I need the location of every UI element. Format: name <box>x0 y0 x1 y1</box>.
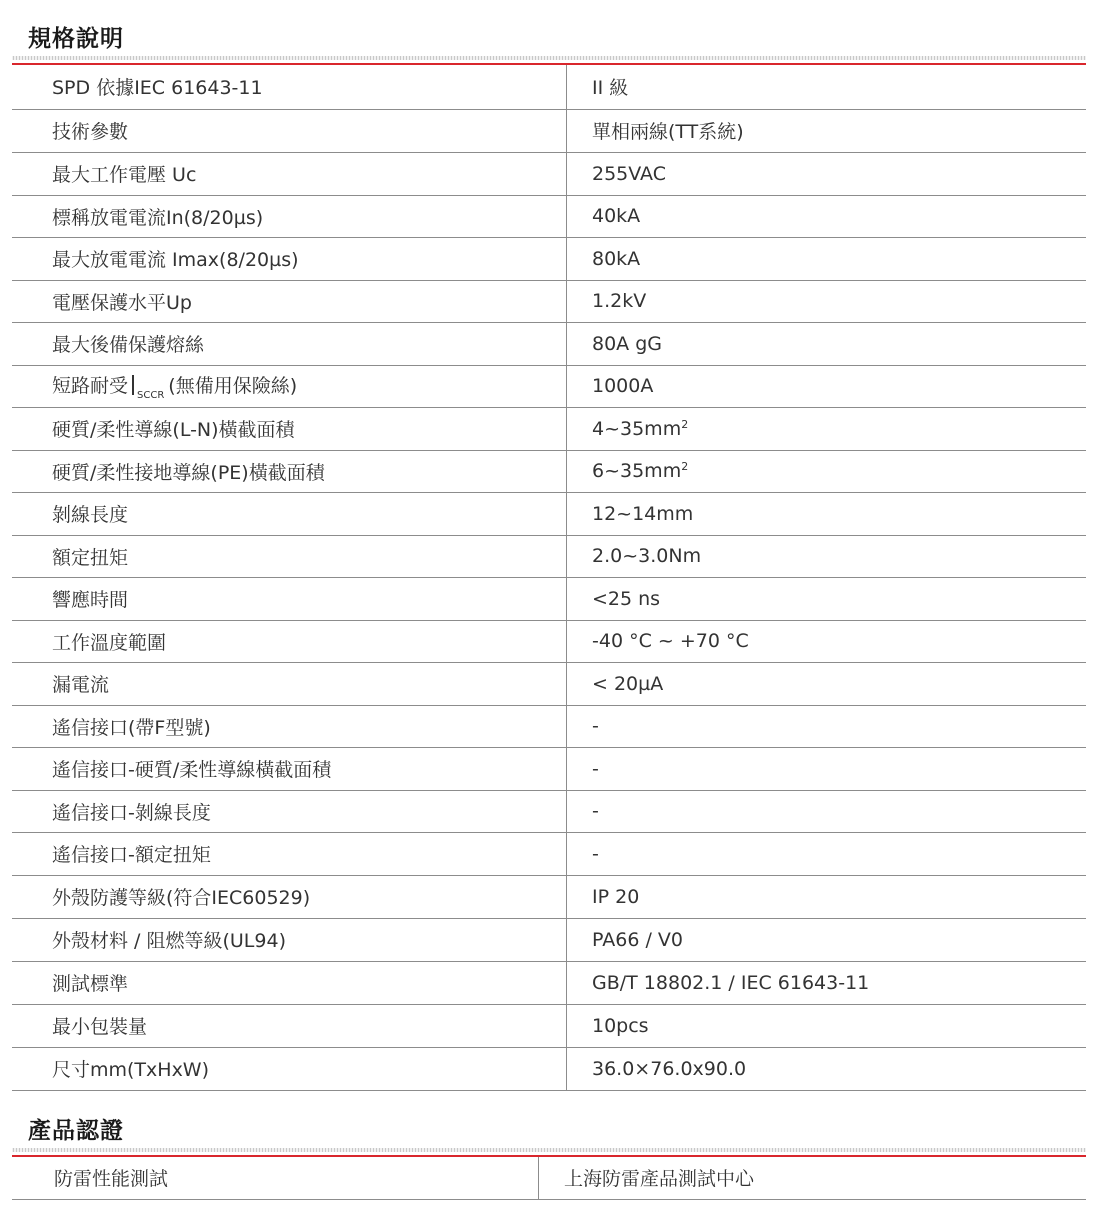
spec-key: 尺寸mm(TxHxW) <box>12 1047 567 1090</box>
spec-key: 最小包裝量 <box>12 1004 567 1047</box>
spec-table <box>12 65 1086 1091</box>
table-row <box>12 1004 1086 1047</box>
spec-key: 漏電流 <box>12 662 567 705</box>
spec-key: 硬質/柔性導線(L-N)橫截面積 <box>12 407 567 450</box>
spec-key: 遙信接口(帶F型號) <box>12 705 567 747</box>
table-row <box>12 450 1086 492</box>
spec-key: 工作溫度範圍 <box>12 620 567 662</box>
spec-key: 硬質/柔性接地導線(PE)橫截面積 <box>12 450 567 492</box>
spec-value: 2.0~3.0Nm <box>567 535 1087 577</box>
spec-value: 80kA <box>567 237 1087 280</box>
spec-key-sccr <box>12 365 567 407</box>
table-row <box>12 322 1086 365</box>
spec-key: 最大工作電壓 Uc <box>12 152 567 195</box>
spec-key: 測試標準 <box>12 961 567 1004</box>
spec-value: IP 20 <box>567 875 1087 918</box>
spec-value: <25 ns <box>567 577 1087 620</box>
table-row <box>12 1047 1086 1090</box>
table-row <box>12 620 1086 662</box>
cert-section-title: 產品認證 <box>28 1118 124 1144</box>
spec-key: SPD 依據IEC 61643-11 <box>12 65 567 109</box>
spec-value: 255VAC <box>567 152 1087 195</box>
table-row <box>12 961 1086 1004</box>
table-row <box>12 705 1086 747</box>
table-row <box>12 577 1086 620</box>
spec-value: 1.2kV <box>567 280 1087 322</box>
spec-value-area <box>567 407 1087 450</box>
spec-section-title: 規格說明 <box>28 26 124 52</box>
table-row <box>12 747 1086 790</box>
table-row <box>12 832 1086 875</box>
table-row <box>12 492 1086 535</box>
spec-value: - <box>567 832 1087 875</box>
spec-key: 遙信接口-剝線長度 <box>12 790 567 832</box>
spec-key: 外殼防護等級(符合IEC60529) <box>12 875 567 918</box>
spec-value: 單相兩線(TT系統) <box>567 109 1087 152</box>
spec-key: 最大後備保護熔絲 <box>12 322 567 365</box>
spec-key: 最大放電電流 Imax(8/20µs) <box>12 237 567 280</box>
cert-table <box>12 1157 1086 1200</box>
spec-value: -40 °C ~ +70 °C <box>567 620 1087 662</box>
spec-key: 剝線長度 <box>12 492 567 535</box>
spec-key: 電壓保護水平Up <box>12 280 567 322</box>
spec-value: 36.0×76.0x90.0 <box>567 1047 1087 1090</box>
table-row <box>12 195 1086 237</box>
spec-key: 標稱放電電流In(8/20µs) <box>12 195 567 237</box>
title-dotted-divider <box>12 1148 1086 1152</box>
table-row <box>12 365 1086 407</box>
spec-value: - <box>567 705 1087 747</box>
title-dotted-divider <box>12 56 1086 60</box>
table-row <box>12 1157 1086 1199</box>
spec-value: PA66 / V0 <box>567 918 1087 961</box>
spec-value: 1000A <box>567 365 1087 407</box>
spec-key: 技術參數 <box>12 109 567 152</box>
spec-section <box>12 0 1086 1090</box>
spec-value: II 級 <box>567 65 1087 109</box>
spec-value: 40kA <box>567 195 1087 237</box>
table-row <box>12 65 1086 109</box>
table-row <box>12 918 1086 961</box>
cert-value: 上海防雷產品測試中心 <box>539 1157 1087 1199</box>
spec-value: - <box>567 790 1087 832</box>
table-row <box>12 662 1086 705</box>
table-row <box>12 407 1086 450</box>
table-row <box>12 237 1086 280</box>
spec-value-superscript: 2 <box>681 417 689 431</box>
spec-value: 10pcs <box>567 1004 1087 1047</box>
spec-value: GB/T 18802.1 / IEC 61643-11 <box>567 961 1087 1004</box>
spec-value-base: 6~35mm <box>592 460 682 482</box>
current-symbol-bar <box>132 375 134 395</box>
table-row <box>12 152 1086 195</box>
spec-value: < 20µA <box>567 662 1087 705</box>
table-row <box>12 109 1086 152</box>
table-row <box>12 280 1086 322</box>
spec-key-prefix: 短路耐受 <box>52 375 129 397</box>
spec-key: 遙信接口-額定扭矩 <box>12 832 567 875</box>
cert-key: 防雷性能測試 <box>12 1157 539 1199</box>
spec-key: 響應時間 <box>12 577 567 620</box>
spec-value-superscript: 2 <box>681 460 689 473</box>
table-row <box>12 535 1086 577</box>
spec-key: 外殼材料 / 阻燃等級(UL94) <box>12 918 567 961</box>
spec-value: - <box>567 747 1087 790</box>
table-row <box>12 875 1086 918</box>
spec-key-suffix: (無備用保險絲) <box>168 375 298 397</box>
table-row <box>12 790 1086 832</box>
spec-key-subscript: SCCR <box>137 390 165 401</box>
spec-value: 80A gG <box>567 322 1087 365</box>
spec-value-base: 4~35mm <box>592 417 682 440</box>
spec-value: 12~14mm <box>567 492 1087 535</box>
cert-section <box>12 1100 1086 1210</box>
spec-key: 遙信接口-硬質/柔性導線橫截面積 <box>12 747 567 790</box>
spec-value-area <box>567 450 1087 492</box>
spec-key: 額定扭矩 <box>12 535 567 577</box>
